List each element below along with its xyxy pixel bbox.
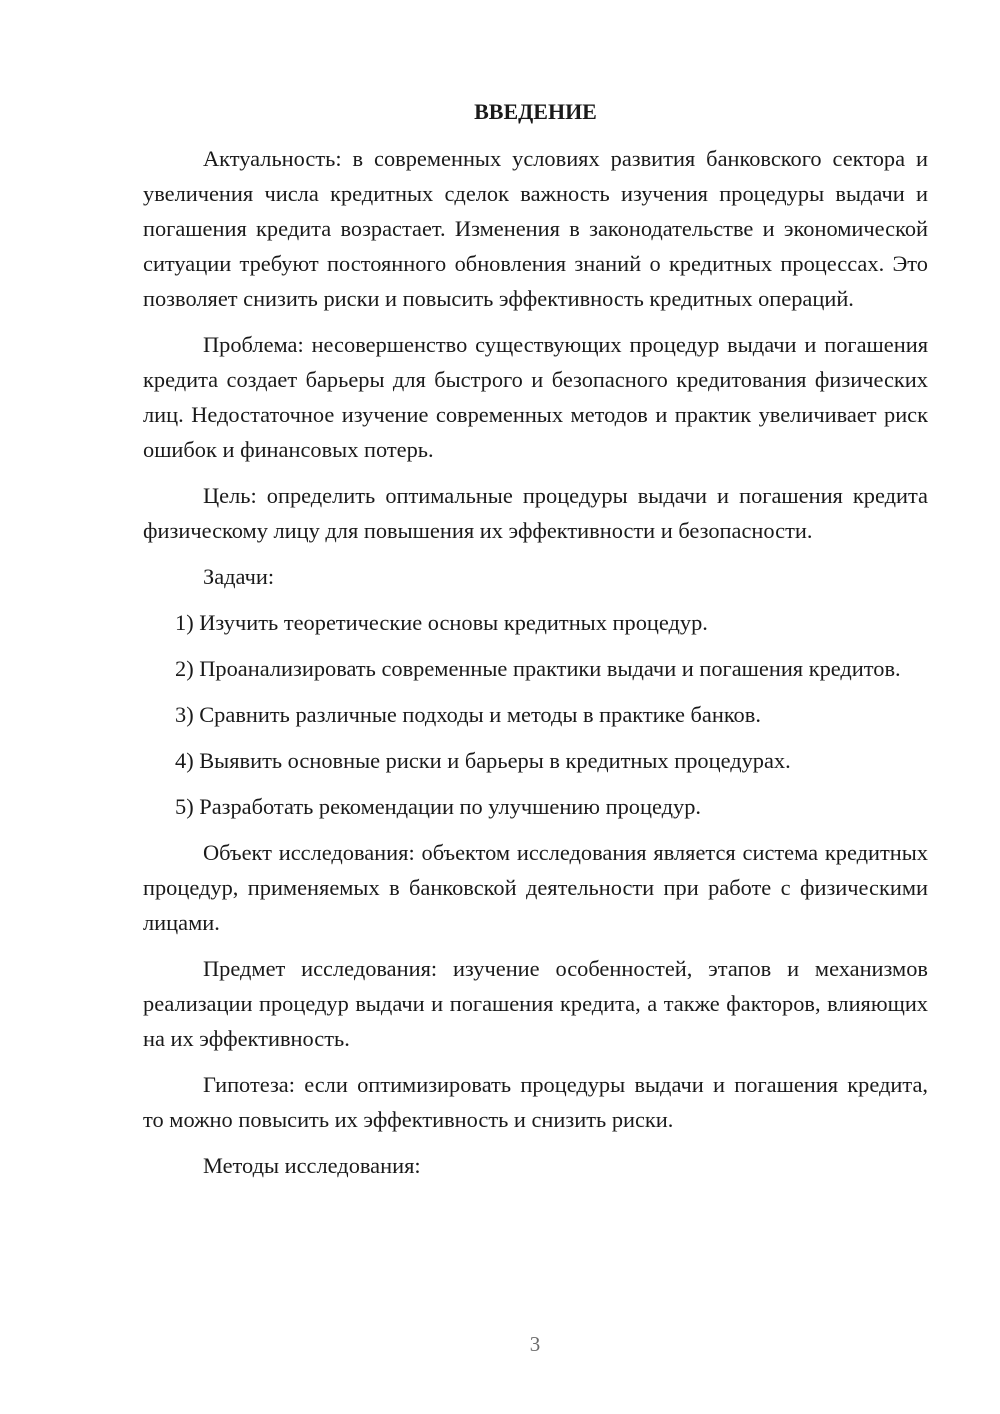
- paragraph-goal: Цель: определить оптимальные процедуры выдачи и погашения кредита физическому лицу для повышения их эффективности и безопасности.: [143, 483, 928, 543]
- task-item-3: 3) Сравнить различные подходы и методы в практике банков.: [175, 702, 761, 727]
- paragraph-problem: Проблема: несовершенство существующих процедур выдачи и погашения кредита создает барьеры для быстрого и безопасного кредитования физических лиц. Недостаточное изучение современных методов и практик увеличивает риск ошибок и финансовых потерь.: [143, 332, 928, 462]
- page-number: 3: [529, 1332, 541, 1356]
- paragraph-hypothesis: Гипотеза: если оптимизировать процедуры выдачи и погашения кредита, то можно повысить их эффективность и снизить риски.: [143, 1072, 928, 1132]
- paragraph-tasks-heading: Задачи:: [203, 564, 275, 589]
- task-item-1: 1) Изучить теоретические основы кредитных процедур.: [175, 610, 708, 635]
- task-item-5: 5) Разработать рекомендации по улучшению процедур.: [175, 794, 701, 819]
- document-body: [143, 94, 928, 1194]
- section-title: ВВЕДЕНИЕ: [474, 99, 597, 124]
- task-item-2: 2) Проанализировать современные практики выдачи и погашения кредитов.: [175, 656, 901, 681]
- task-item-4: 4) Выявить основные риски и барьеры в кредитных процедурах.: [175, 748, 791, 773]
- paragraph-methods-heading: Методы исследования:: [203, 1153, 421, 1178]
- paragraph-object: Объект исследования: объектом исследования является система кредитных процедур, применяемых в банковской деятельности при работе с физическими лицами.: [143, 840, 928, 935]
- paragraph-subject: Предмет исследования: изучение особенностей, этапов и механизмов реализации процедур выдачи и погашения кредита, а также факторов, влияющих на их эффективность.: [143, 956, 928, 1051]
- paragraph-relevance: Актуальность: в современных условиях развития банковского сектора и увеличения числа кредитных сделок важность изучения процедуры выдачи и погашения кредита возрастает. Изменения в законодательстве и экономической ситуации требуют постоянного обновления знаний о кредитных процессах. Это позволяет снизить риски и повысить эффективность кредитных операций.: [143, 146, 928, 311]
